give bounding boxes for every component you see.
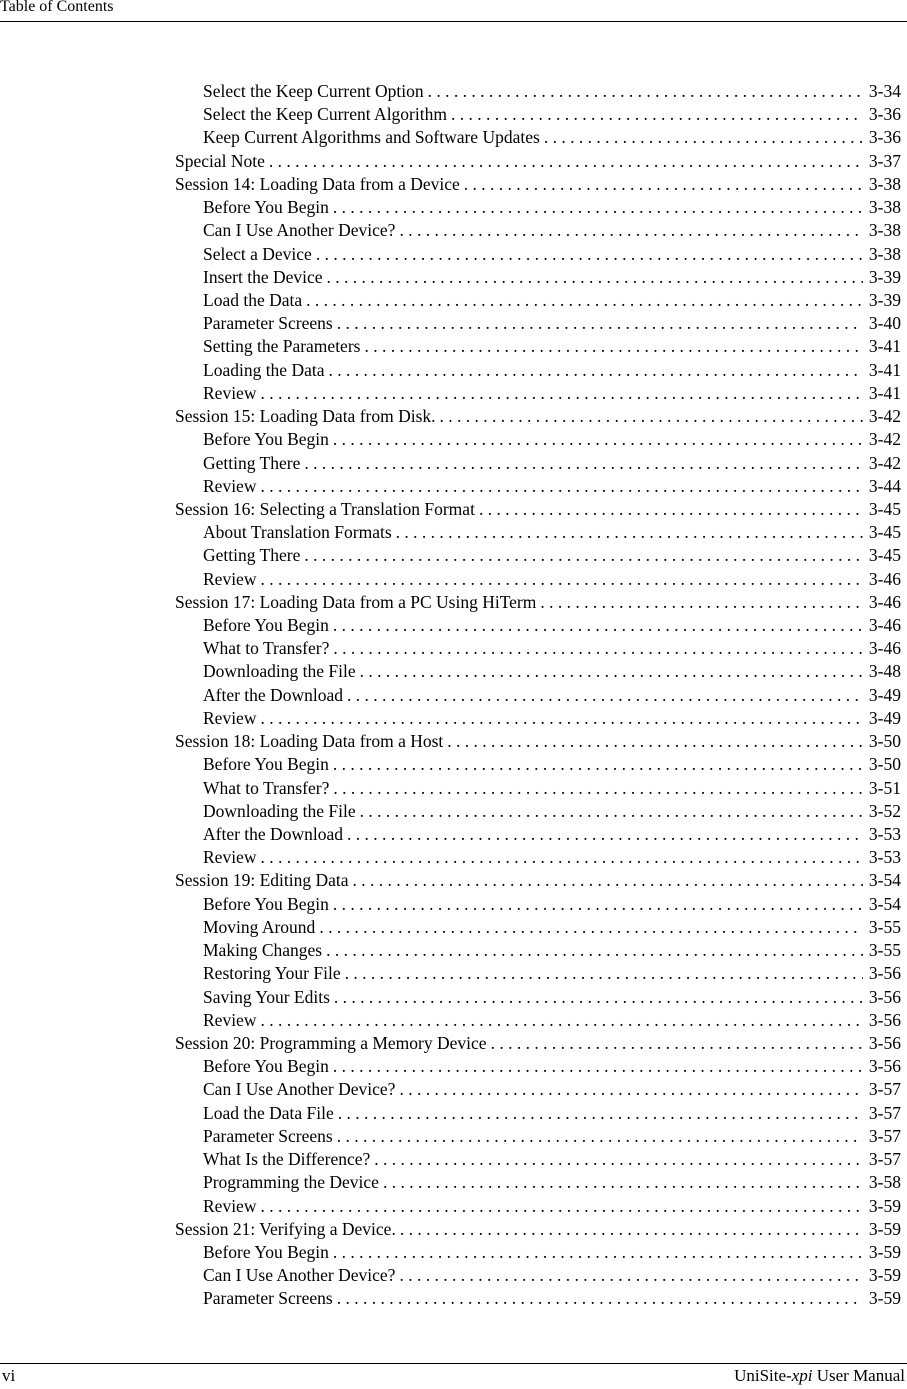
page-number: vi xyxy=(2,1366,16,1385)
toc-entry-title: About Translation Formats xyxy=(203,522,392,543)
toc-entry-page: 3-39 xyxy=(868,289,901,310)
toc-entry-title: Review xyxy=(203,475,257,496)
dot-leader xyxy=(399,1078,862,1101)
toc-entry-title: Before You Begin xyxy=(203,197,329,218)
toc-entry-page: 3-46 xyxy=(868,638,901,659)
toc-entry-page: 3-59 xyxy=(868,1265,901,1286)
dot-leader xyxy=(338,1102,863,1125)
running-header: Table of Contents xyxy=(0,0,114,15)
toc-entry-title: After the Download xyxy=(203,824,343,844)
dot-leader xyxy=(360,800,863,823)
toc-entry[interactable] xyxy=(175,359,901,382)
toc-entry[interactable] xyxy=(175,614,901,637)
toc-entry[interactable] xyxy=(175,498,901,521)
toc-entry-page: 3-56 xyxy=(868,1056,901,1077)
toc-entry-title: Session 17: Loading Data from a PC Using HiTerm xyxy=(175,591,537,612)
dot-leader xyxy=(327,266,863,289)
toc-entry-page: 3-55 xyxy=(868,940,901,961)
toc-entry-page: 3-38 xyxy=(868,220,901,241)
toc-entry-page: 3-55 xyxy=(868,916,901,937)
dot-leader xyxy=(451,103,863,126)
toc-entry[interactable] xyxy=(175,753,901,776)
toc-entry-title: Load the Data File xyxy=(203,1102,334,1123)
toc-entry-page: 3-41 xyxy=(868,336,901,357)
toc-entry[interactable] xyxy=(175,1195,901,1218)
toc-entry-title: Parameter Screens xyxy=(203,1125,333,1146)
dot-leader xyxy=(400,1218,863,1241)
toc-entry-page: 3-59 xyxy=(868,1195,901,1216)
toc-entry[interactable] xyxy=(175,730,901,753)
toc-entry[interactable] xyxy=(175,196,901,219)
toc-entry-title: Getting There xyxy=(203,545,301,566)
toc-entry[interactable] xyxy=(175,521,901,544)
dot-leader xyxy=(447,730,863,753)
toc-entry[interactable] xyxy=(175,80,901,103)
toc-entry-title: Session 21: Verifying a Device. xyxy=(175,1218,396,1239)
toc-entry-title: Making Changes xyxy=(203,940,323,961)
dot-leader xyxy=(333,893,863,916)
dot-leader xyxy=(260,1195,862,1218)
toc-entry[interactable] xyxy=(175,266,901,289)
toc-entry[interactable] xyxy=(175,800,901,823)
toc-entry-title: Review xyxy=(203,847,257,868)
toc-entry-page: 3-49 xyxy=(868,684,901,705)
toc-entry-page: 3-44 xyxy=(868,475,901,496)
toc-entry-page: 3-51 xyxy=(868,777,901,798)
toc-entry-title: Parameter Screens xyxy=(203,313,333,334)
toc-entry-title: Loading the Data xyxy=(203,359,325,380)
toc-entry[interactable] xyxy=(175,939,901,962)
footer-rule xyxy=(0,1363,907,1364)
toc-entry[interactable] xyxy=(175,428,901,451)
dot-leader xyxy=(347,823,863,846)
dot-leader xyxy=(269,150,863,173)
dot-leader xyxy=(319,916,863,939)
toc-entry[interactable] xyxy=(175,544,901,567)
toc-entry-title: Select a Device xyxy=(203,243,312,264)
toc-entry-title: Session 19: Editing Data xyxy=(175,870,349,891)
toc-entry-page: 3-54 xyxy=(868,870,901,891)
dot-leader xyxy=(337,1125,863,1148)
toc-entry[interactable] xyxy=(175,1055,901,1078)
toc-entry-page: 3-42 xyxy=(868,406,901,427)
toc-entry-page: 3-59 xyxy=(868,1241,901,1262)
dot-leader xyxy=(396,521,863,544)
toc-entry[interactable] xyxy=(175,312,901,335)
manual-title xyxy=(734,1366,905,1386)
toc-entry-page: 3-41 xyxy=(868,382,901,403)
toc-entry-page: 3-38 xyxy=(868,173,901,194)
toc-entry-title: Session 16: Selecting a Translation Format xyxy=(175,498,475,519)
dot-leader xyxy=(333,637,863,660)
toc-entry-title: Downloading the File xyxy=(203,800,356,821)
dot-leader xyxy=(334,986,863,1009)
dot-leader xyxy=(333,614,863,637)
toc-entry-page: 3-39 xyxy=(868,266,901,287)
toc-entry[interactable] xyxy=(175,405,901,428)
dot-leader xyxy=(260,475,862,498)
toc-entry-page: 3-49 xyxy=(868,707,901,728)
toc-entry[interactable] xyxy=(175,1032,901,1055)
dot-leader xyxy=(364,335,862,358)
toc-entry-page: 3-42 xyxy=(868,452,901,473)
toc-entry-title: Review xyxy=(203,1195,257,1216)
toc-entry-title: Before You Begin xyxy=(203,893,329,914)
toc-entry[interactable] xyxy=(175,846,901,869)
toc-entry-page: 3-52 xyxy=(868,800,901,821)
toc-entry-title: Select the Keep Current Option xyxy=(203,81,424,101)
dot-leader xyxy=(316,243,863,266)
toc-entry[interactable] xyxy=(175,173,901,196)
toc-entry[interactable] xyxy=(175,382,901,405)
toc-entry[interactable] xyxy=(175,452,901,475)
toc-entry-page: 3-58 xyxy=(868,1172,901,1193)
dot-leader xyxy=(399,219,862,242)
dot-leader xyxy=(337,312,863,335)
toc-entry[interactable] xyxy=(175,103,901,126)
toc-entry-title: Can I Use Another Device? xyxy=(203,1079,396,1100)
toc-entry-title: Session 18: Loading Data from a Host xyxy=(175,731,444,752)
toc-entry[interactable] xyxy=(175,475,901,498)
dot-leader xyxy=(540,591,863,614)
dot-leader xyxy=(326,939,863,962)
toc-entry-page: 3-57 xyxy=(868,1125,901,1146)
dot-leader xyxy=(479,498,863,521)
toc-entry-page: 3-56 xyxy=(868,986,901,1007)
dot-leader xyxy=(333,1241,863,1264)
toc-entry-page: 3-34 xyxy=(868,81,901,101)
dot-leader xyxy=(383,1171,863,1194)
dot-leader xyxy=(333,196,863,219)
dot-leader xyxy=(260,846,862,869)
toc-entry[interactable] xyxy=(175,916,901,939)
toc-entry-page: 3-56 xyxy=(868,963,901,984)
toc-entry-title: Session 15: Loading Data from Disk. xyxy=(175,406,436,427)
toc-entry-title: Parameter Screens xyxy=(203,1288,333,1309)
toc-entry-title: Before You Begin xyxy=(203,1056,329,1077)
toc-entry-page: 3-56 xyxy=(868,1009,901,1030)
dot-leader xyxy=(491,1032,863,1055)
header-rule xyxy=(0,21,907,22)
toc-entry-title: Review xyxy=(203,707,257,728)
toc-entry[interactable] xyxy=(175,1078,901,1101)
dot-leader xyxy=(544,126,863,149)
toc-entry[interactable] xyxy=(175,243,901,266)
toc-entry[interactable] xyxy=(175,591,901,614)
toc-entry[interactable] xyxy=(175,1148,901,1171)
toc-entry[interactable] xyxy=(175,1171,901,1194)
toc-entry-title: Review xyxy=(203,382,257,403)
dot-leader xyxy=(260,568,862,591)
manual-title-prefix: UniSite- xyxy=(734,1366,792,1385)
table-of-contents xyxy=(175,80,901,1311)
toc-entry-title: Special Note xyxy=(175,150,265,171)
dot-leader xyxy=(333,777,863,800)
toc-entry-title: What to Transfer? xyxy=(203,638,330,659)
toc-entry-page: 3-45 xyxy=(868,545,901,566)
toc-entry-title: Load the Data xyxy=(203,289,303,310)
toc-entry-title: Can I Use Another Device? xyxy=(203,1265,396,1286)
manual-title-suffix: User Manual xyxy=(812,1366,905,1385)
toc-entry-page: 3-59 xyxy=(868,1218,901,1239)
dot-leader xyxy=(345,962,863,985)
toc-entry[interactable] xyxy=(175,637,901,660)
dot-leader xyxy=(464,173,863,196)
toc-entry-title: What Is the Difference? xyxy=(203,1149,371,1170)
toc-entry-page: 3-57 xyxy=(868,1149,901,1170)
dot-leader xyxy=(399,1264,862,1287)
toc-entry-title: Can I Use Another Device? xyxy=(203,220,396,241)
dot-leader xyxy=(260,382,862,405)
toc-entry[interactable] xyxy=(175,289,901,312)
toc-entry[interactable] xyxy=(175,869,901,892)
toc-entry[interactable] xyxy=(175,986,901,1009)
toc-entry-page: 3-40 xyxy=(868,313,901,334)
toc-entry-page: 3-45 xyxy=(868,498,901,519)
dot-leader xyxy=(347,684,863,707)
toc-entry[interactable] xyxy=(175,777,901,800)
dot-leader xyxy=(374,1148,863,1171)
toc-entry-title: Programming the Device xyxy=(203,1172,379,1193)
toc-entry-page: 3-53 xyxy=(868,847,901,868)
dot-leader xyxy=(260,707,862,730)
manual-title-italic: xpi xyxy=(791,1366,813,1385)
toc-entry-title: Before You Begin xyxy=(203,615,329,636)
dot-leader xyxy=(333,1055,863,1078)
toc-entry-page: 3-36 xyxy=(868,127,901,148)
toc-entry[interactable] xyxy=(175,126,901,149)
toc-entry-page: 3-57 xyxy=(868,1102,901,1123)
dot-leader xyxy=(304,544,863,567)
toc-entry-title: Before You Begin xyxy=(203,1241,329,1262)
toc-entry-page: 3-45 xyxy=(868,522,901,543)
dot-leader xyxy=(428,80,863,103)
toc-entry[interactable] xyxy=(175,568,901,591)
toc-entry-title: Session 14: Loading Data from a Device xyxy=(175,173,460,194)
toc-entry[interactable] xyxy=(175,707,901,730)
toc-entry-page: 3-50 xyxy=(868,731,901,752)
toc-entry-title: Getting There xyxy=(203,452,301,473)
toc-entry-title: After the Download xyxy=(203,684,343,705)
dot-leader xyxy=(333,428,863,451)
toc-entry[interactable] xyxy=(175,150,901,173)
toc-entry-page: 3-48 xyxy=(868,661,901,682)
toc-entry-page: 3-56 xyxy=(868,1032,901,1053)
toc-entry-page: 3-50 xyxy=(868,754,901,775)
toc-entry-page: 3-42 xyxy=(868,429,901,450)
toc-entry-page: 3-46 xyxy=(868,591,901,612)
toc-entry-title: Before You Begin xyxy=(203,429,329,450)
toc-entry-title: Keep Current Algorithms and Software Updates xyxy=(203,127,540,148)
toc-entry-title: Review xyxy=(203,568,257,589)
toc-entry-title: What to Transfer? xyxy=(203,777,330,798)
toc-entry[interactable] xyxy=(175,660,901,683)
dot-leader xyxy=(260,1009,862,1032)
toc-entry[interactable] xyxy=(175,1125,901,1148)
toc-entry[interactable] xyxy=(175,684,901,707)
toc-entry-title: Restoring Your File xyxy=(203,963,341,984)
toc-entry-title: Setting the Parameters xyxy=(203,336,361,357)
toc-entry[interactable] xyxy=(175,1218,901,1241)
dot-leader xyxy=(333,753,863,776)
dot-leader xyxy=(360,660,863,683)
toc-entry-page: 3-37 xyxy=(868,150,901,171)
toc-entry[interactable] xyxy=(175,1287,901,1310)
toc-entry-title: Select the Keep Current Algorithm xyxy=(203,104,447,125)
toc-entry[interactable] xyxy=(175,1264,901,1287)
toc-entry[interactable] xyxy=(175,893,901,916)
toc-entry[interactable] xyxy=(175,219,901,242)
toc-entry-title: Downloading the File xyxy=(203,661,356,682)
dot-leader xyxy=(353,869,863,892)
toc-entry-page: 3-41 xyxy=(868,359,901,380)
toc-entry-page: 3-46 xyxy=(868,568,901,589)
dot-leader xyxy=(306,289,863,312)
dot-leader xyxy=(328,359,862,382)
toc-entry-page: 3-59 xyxy=(868,1288,901,1309)
toc-entry-title: Session 20: Programming a Memory Device xyxy=(175,1032,487,1053)
toc-entry-title: Saving Your Edits xyxy=(203,986,330,1007)
toc-entry[interactable] xyxy=(175,1102,901,1125)
toc-entry-page: 3-36 xyxy=(868,104,901,125)
dot-leader xyxy=(304,452,863,475)
toc-entry-title: Moving Around xyxy=(203,916,316,937)
dot-leader xyxy=(440,405,863,428)
toc-entry-page: 3-46 xyxy=(868,615,901,636)
toc-entry[interactable] xyxy=(175,335,901,358)
toc-entry-page: 3-38 xyxy=(868,243,901,264)
toc-entry-page: 3-38 xyxy=(868,197,901,218)
toc-entry-page: 3-53 xyxy=(868,824,901,844)
toc-entry-page: 3-54 xyxy=(868,893,901,914)
toc-entry-title: Before You Begin xyxy=(203,754,329,775)
toc-entry[interactable] xyxy=(175,1241,901,1264)
toc-entry[interactable] xyxy=(175,962,901,985)
toc-entry-page: 3-57 xyxy=(868,1079,901,1100)
toc-entry[interactable] xyxy=(175,823,901,846)
toc-entry-title: Review xyxy=(203,1009,257,1030)
toc-entry-title: Insert the Device xyxy=(203,266,323,287)
dot-leader xyxy=(337,1287,863,1310)
toc-entry[interactable] xyxy=(175,1009,901,1032)
